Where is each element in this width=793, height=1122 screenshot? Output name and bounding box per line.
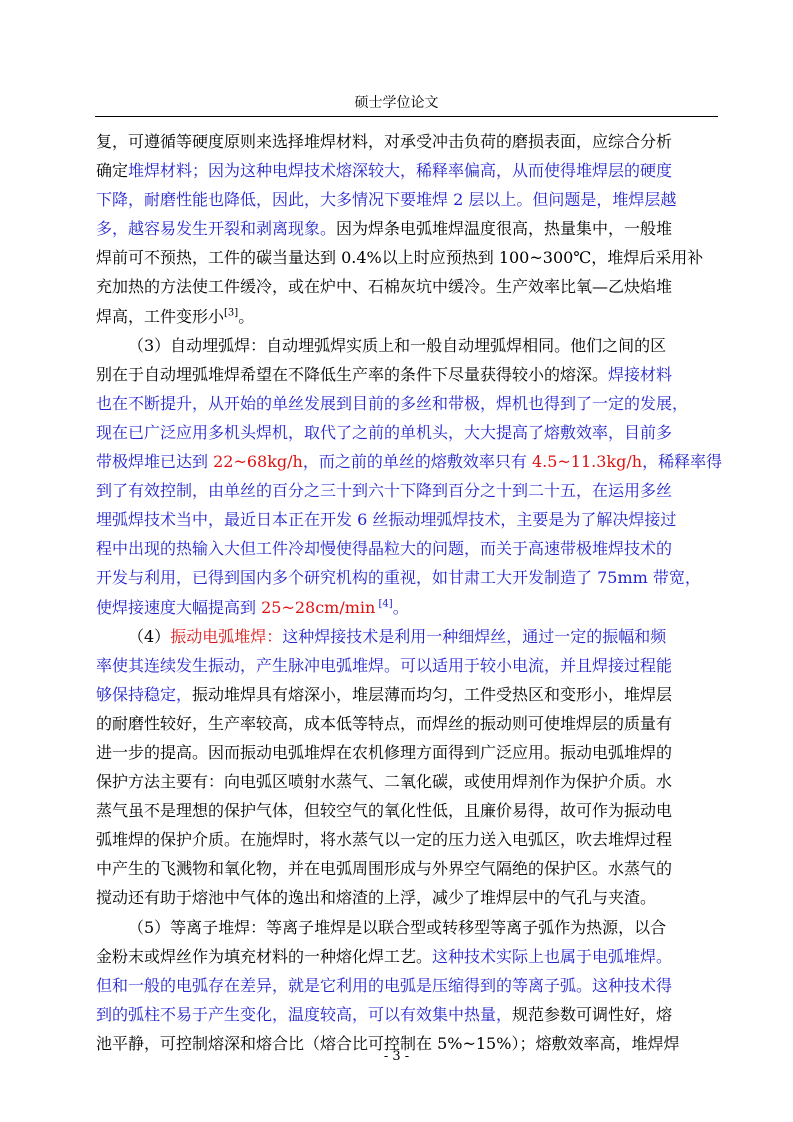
text-segment: 到了有效控制，由单丝的百分之三十到六十下降到百分之十到二十五，在运用多丝 (96, 481, 673, 501)
text-line (96, 825, 719, 854)
text-segment: 也在不断提升，从开始的单丝发展到目前的多丝和带极，焊机也得到了一定的发展， (96, 393, 689, 413)
text-segment: 进一步的提高。因而振动电弧堆焊在农机修理方面得到广泛应用。振动电弧堆焊的 (96, 742, 673, 762)
text-segment: ，稀释率得 (642, 452, 723, 472)
text-line (96, 1000, 719, 1029)
text-segment: 现在已广泛应用多机头焊机，取代了之前的单机头，大大提高了熔敷效率，目前多 (96, 422, 673, 442)
text-line (96, 651, 719, 680)
paragraph (96, 331, 723, 622)
text-segment: 搅动还有助于熔池中气体的逸出和熔渣的上浮，减少了堆焊层中的气孔与夹渣。 (96, 888, 657, 908)
running-header: 硕士学位论文 (354, 95, 439, 111)
text-segment: 中产生的飞溅物和氧化物，并在电弧周围形成与外界空气隔绝的保护区。水蒸气的 (96, 859, 673, 879)
text-line (96, 243, 719, 272)
paragraph (96, 127, 719, 331)
page-number: - 3 - (383, 1049, 410, 1064)
text-segment: 4.5~11.3kg/h (531, 452, 643, 472)
text-segment: 确定 (96, 161, 129, 181)
text-line (96, 767, 719, 796)
text-line (96, 593, 719, 622)
text-segment: 下降，耐磨性能也降低，因此，大多情况下要堆焊 2 层以上。但问题是，堆焊层越 (96, 190, 677, 210)
citation-ref: [4] (375, 598, 393, 610)
text-segment: 池平静，可控制熔深和熔合比（熔合比可控制在 5%~15%）；熔敷效率高，堆焊焊 (96, 1033, 680, 1053)
text-line (96, 214, 719, 243)
text-segment: （3）自动埋弧焊：自动埋弧焊实质上和一般自动埋弧焊相同。他们之间的区 (128, 335, 667, 355)
text-line (96, 942, 719, 971)
text-segment: 埋弧焊技术当中，最近日本正在开发 6 丝振动埋弧焊技术，主要是为了解决焊接过 (96, 510, 677, 530)
text-line (96, 680, 719, 709)
header-rule (95, 116, 718, 117)
text-segment: 。 (238, 306, 255, 326)
text-segment: 到的弧柱不易于产生变化，温度较高，可以有效集中热量， (96, 1004, 513, 1024)
text-line (96, 272, 719, 301)
text-line (96, 331, 719, 360)
text-line (96, 622, 719, 651)
paragraph (96, 913, 719, 1058)
text-line (96, 709, 719, 738)
text-segment: 使焊接速度大幅提高到 (96, 597, 262, 617)
text-line (96, 883, 719, 912)
text-line (96, 505, 719, 534)
text-line (96, 185, 719, 214)
text-segment: 多，越容易发生开裂和剥离现象。 (96, 219, 337, 239)
text-segment: 25~28cm/min (261, 597, 376, 617)
text-line (96, 360, 719, 389)
text-segment: 够保持稳定， (96, 684, 193, 704)
text-segment: 弧堆焊的保护介质。在施焊时，将水蒸气以一定的压力送入电弧区，吹去堆焊过程 (96, 830, 673, 850)
text-line (96, 913, 719, 942)
text-segment: 但和一般的电弧存在差异，就是它利用的电弧是压缩得到的等离子弧。这种技术得 (96, 975, 673, 995)
text-line (96, 738, 719, 767)
text-segment: （4） (128, 626, 171, 646)
text-line (96, 796, 719, 825)
text-segment: 堆焊材料；因为这种电焊技术熔深较大，稀释率偏高，从而使得堆焊层的硬度 (128, 161, 673, 181)
text-segment: （5）等离子堆焊：等离子堆焊是以联合型或转移型等离子弧作为热源，以合 (128, 917, 667, 937)
text-segment: 率使其连续发生振动，产生脉冲电弧堆焊。可以适用于较小电流，并且焊接过程能 (96, 655, 673, 675)
text-line (96, 971, 719, 1000)
text-segment: ，而之前的单丝的熔敷效率只有 (302, 452, 532, 472)
text-line (96, 534, 719, 563)
text-segment: 的耐磨性较好，生产率较高，成本低等特点，而焊丝的振动则可使堆焊层的质量有 (96, 713, 673, 733)
text-line (96, 854, 719, 883)
text-segment: 焊接材料 (608, 364, 673, 384)
text-segment: 这种技术实际上也属于电弧堆焊。 (432, 946, 673, 966)
text-segment: 程中出现的热输入大但工件冷却慢使得晶粒大的问题，而关于高速带极堆焊技术的 (96, 539, 673, 559)
paragraph (96, 622, 719, 913)
text-line (96, 302, 719, 331)
text-segment: 充加热的方法使工件缓冷，或在炉中、石棉灰坑中缓冷。生产效率比氧—乙炔焰堆 (96, 277, 673, 297)
text-line (96, 476, 719, 505)
text-segment: 因为焊条电弧堆焊温度很高，热量集中，一般堆 (336, 219, 673, 239)
text-segment: 规范参数可调性好，熔 (512, 1004, 673, 1024)
thesis-body-text (96, 127, 723, 1058)
text-segment: 带极焊堆已达到 (96, 452, 214, 472)
text-segment: 金粉末或焊丝作为填充材料的一种熔化焊工艺。 (96, 946, 433, 966)
text-line (96, 563, 719, 592)
text-line (96, 127, 719, 156)
text-segment: 振动电弧堆焊： (170, 626, 283, 646)
text-segment: 振动堆焊具有熔深小，堆层薄而均匀，工件受热区和变形小，堆焊层 (192, 684, 673, 704)
text-segment: 开发与利用，已得到国内多个研究机构的重视，如甘肃工大开发制造了 75mm 带宽， (96, 568, 701, 588)
text-line (96, 156, 719, 185)
text-line (96, 418, 719, 447)
text-line (96, 389, 719, 418)
text-segment: 别在于自动埋弧堆焊希望在不降低生产率的条件下尽量获得较小的熔深。 (96, 364, 609, 384)
text-segment: 焊高，工件变形小 (96, 306, 225, 326)
text-segment: 22~68kg/h (213, 452, 303, 472)
text-segment: 焊前可不预热，工件的碳当量达到 0.4%以上时应预热到 100~300℃，堆焊后采用补 (96, 248, 704, 268)
text-segment: 复，可遵循等硬度原则来选择堆焊材料，对承受冲击负荷的磨损表面，应综合分析 (96, 132, 673, 151)
citation-ref: [3] (224, 307, 239, 319)
text-segment: 。 (392, 597, 409, 617)
text-segment: 蒸气虽不是理想的保护气体，但较空气的氧化性低，且廉价易得，故可作为振动电 (96, 801, 673, 821)
text-segment: 这种焊接技术是利用一种细焊丝，通过一定的振幅和频 (282, 626, 667, 646)
text-line (96, 447, 723, 476)
text-segment: 保护方法主要有：向电弧区喷射水蒸气、二氧化碳，或使用焊剂作为保护介质。水 (96, 772, 673, 792)
